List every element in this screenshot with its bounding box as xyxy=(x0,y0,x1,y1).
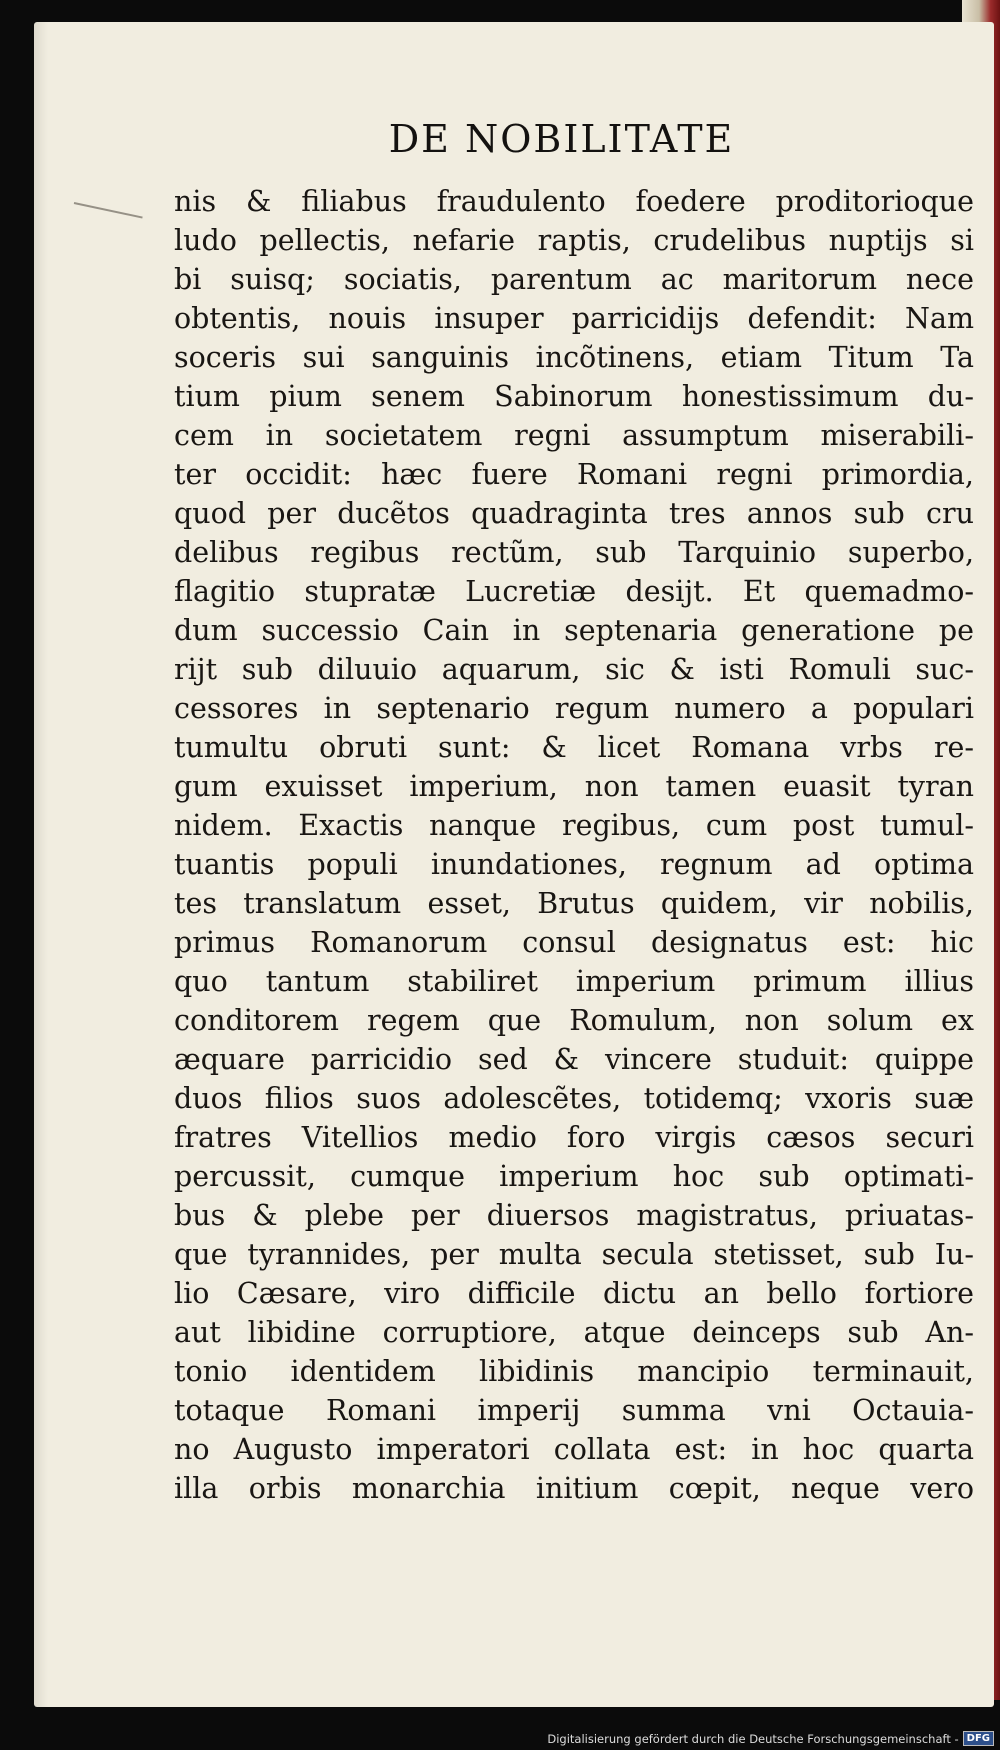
text-line: tes translatum esset, Brutus quidem, vir nobilis, xyxy=(174,887,974,920)
text-line: que tyrannides, per multa secula stetisset, sub Iu- xyxy=(174,1238,974,1271)
text-line: quod per ducẽtos quadraginta tres annos sub cru xyxy=(174,497,974,530)
text-line: no Augusto imperatori collata est: in hoc quarta xyxy=(174,1433,974,1466)
text-line: ter occidit: hæc fuere Romani regni primordia, xyxy=(174,458,974,491)
text-line: flagitio stupratæ Lucretiæ desijt. Et quemadmo- xyxy=(174,575,974,608)
dfg-logo: DFG xyxy=(963,1731,994,1746)
text-line: delibus regibus rectũm, sub Tarquinio superbo, xyxy=(174,536,974,569)
text-line: aut libidine corruptiore, atque deinceps sub An- xyxy=(174,1316,974,1349)
text-line: bus & plebe per diuersos magistratus, priuatas- xyxy=(174,1199,974,1232)
text-line: gum exuisset imperium, non tamen euasit tyran xyxy=(174,770,974,803)
text-line: obtentis, nouis insuper parricidijs defendit: Nam xyxy=(174,302,974,335)
text-line: illa orbis monarchia initium cœpit, neque vero xyxy=(174,1472,974,1505)
text-line: percussit, cumque imperium hoc sub optimati- xyxy=(174,1160,974,1193)
text-line: duos filios suos adolescẽtes, totidemq; vxoris suæ xyxy=(174,1082,974,1115)
text-line: totaque Romani imperij summa vni Octauia- xyxy=(174,1394,974,1427)
text-line: nis & filiabus fraudulento foedere proditorioque xyxy=(174,185,974,218)
margin-pen-stroke xyxy=(74,202,143,219)
digitization-credit xyxy=(547,1731,994,1746)
running-head: DE NOBILITATE xyxy=(388,117,735,161)
page-gutter-shadow xyxy=(34,22,48,1707)
book-page xyxy=(34,22,994,1707)
text-line: bi suisq; sociatis, parentum ac maritorum nece xyxy=(174,263,974,296)
text-line: soceris sui sanguinis incõtinens, etiam Titum Ta xyxy=(174,341,974,374)
text-line: quo tantum stabiliret imperium primum illius xyxy=(174,965,974,998)
text-line: tonio identidem libidinis mancipio terminauit, xyxy=(174,1355,974,1388)
text-line: conditorem regem que Romulum, non solum ex xyxy=(174,1004,974,1037)
text-line: æquare parricidio sed & vincere studuit: quippe xyxy=(174,1043,974,1076)
text-line: lio Cæsare, viro difficile dictu an bello fortiore xyxy=(174,1277,974,1310)
text-line: cessores in septenario regum numero a populari xyxy=(174,692,974,725)
credit-text: Digitalisierung gefördert durch die Deutsche Forschungsgemeinschaft - xyxy=(547,1731,959,1746)
text-line: tium pium senem Sabinorum honestissimum du- xyxy=(174,380,974,413)
text-line: dum successio Cain in septenaria generatione pe xyxy=(174,614,974,647)
text-line: primus Romanorum consul designatus est: hic xyxy=(174,926,974,959)
text-line: tuantis populi inundationes, regnum ad optima xyxy=(174,848,974,881)
text-block xyxy=(174,182,974,1508)
text-line: rijt sub diluuio aquarum, sic & isti Romuli suc- xyxy=(174,653,974,686)
text-line: nidem. Exactis nanque regibus, cum post tumul- xyxy=(174,809,974,842)
text-line: cem in societatem regni assumptum miserabili- xyxy=(174,419,974,452)
text-line: ludo pellectis, nefarie raptis, crudelibus nuptijs si xyxy=(174,224,974,257)
text-line: tumultu obruti sunt: & licet Romana vrbs re- xyxy=(174,731,974,764)
text-line: fratres Vitellios medio foro virgis cæsos securi xyxy=(174,1121,974,1154)
